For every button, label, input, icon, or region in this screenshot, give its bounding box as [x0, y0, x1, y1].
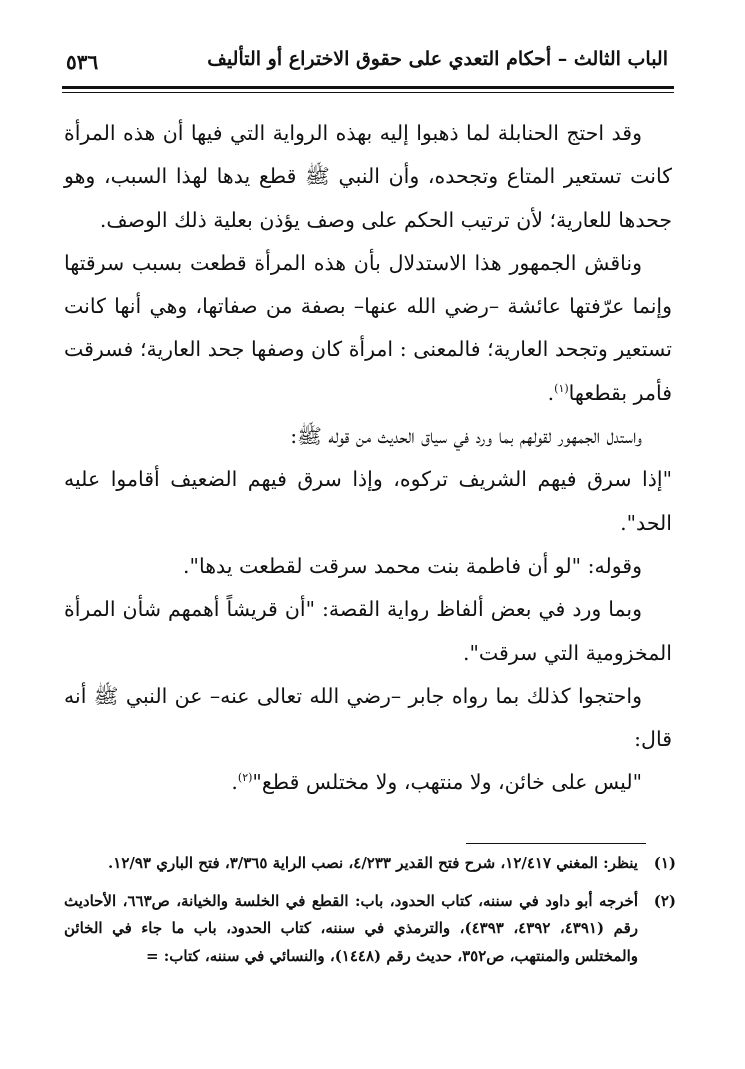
footnotes [64, 850, 676, 980]
paragraph-majority-evidence: واستدل الجمهور لقولهم بما ورد في سياق الحديث من قوله ﷺ: [290, 424, 642, 449]
footnote-separator [466, 843, 646, 844]
running-header [62, 42, 674, 86]
footnote-ref-1: (١) [554, 381, 569, 395]
footnote-number: (١) [653, 854, 676, 872]
header-rule-thin [62, 92, 674, 93]
hadith-quote-sharif: "إذا سرق فيهم الشريف تركوه، وإذا سرق فيهم الضعيف أقاموا عليه الحد". [64, 467, 672, 535]
footnote-text: ينظر: المغني ١٢/٤١٧، شرح فتح القدير ٤/٢٣٣، نصب الراية ٣/٣٦٥، فتح الباري ١٢/٩٣. [108, 854, 638, 872]
hadith-quote-khain: "ليس على خائن، ولا منتهب، ولا مختلس قطع"$^{(٢)}$. [231, 770, 642, 795]
main-text [64, 112, 672, 805]
page-number: ٥٣٦ [66, 50, 99, 74]
footnote-ref-2: (٢) [237, 771, 253, 785]
paragraph-jabir-narration: واحتجوا كذلك بما رواه جابر –رضي الله تعالى عنه– عن النبي ﷺ أنه قال: [64, 683, 672, 752]
footnote-item [64, 850, 676, 878]
hadith-quote-fatima: وقوله: "لو أن فاطمة بنت محمد سرقت لقطعت يدها". [183, 553, 642, 578]
header-rule-thick [62, 86, 674, 89]
footnote-number: (٢) [653, 891, 676, 910]
chapter-title: الباب الثالث – أحكام التعدي على حقوق الاختراع أو التأليف [207, 48, 668, 70]
paragraph-majority-rebuttal: وناقش الجمهور هذا الاستدلال بأن هذه المرأة قطعت بسبب سرقتها وإنما عرّفتها عائشة –رضي الله عنها– بصفة من صفاتها، وهي أنها كانت تستعير وتجحد العارية؛ فالمعنى : امرأة كان وصفها جحد العارية؛ فسرقت فأمر بقطعها$^{(١)}$. [64, 250, 672, 405]
footnote-item [64, 888, 676, 971]
footnote-text: أخرجه أبو داود في سننه، كتاب الحدود، باب: القطع في الخلسة والخيانة، ص٦٦٣، الأحاديث رقم (٤٣٩١، ٤٣٩٢، ٤٣٩٣)، والترمذي في سننه، كتاب الحدود، باب ما جاء في الخائن والمختلس والمنتهب، ص٣٥٢، حديث رقم (١٤٤٨)، والنسائي في سننه، كتاب: = [64, 891, 639, 965]
paragraph-hanbali-argument: وقد احتج الحنابلة لما ذهبوا إليه بهذه الرواية التي فيها أن هذه المرأة كانت تستعير المتاع وتجحده، وأن النبي ﷺ قطع يدها لهذا السبب، وهو جحدها للعارية؛ لأن ترتيب الحكم على وصف يؤذن بعلية ذلك الوصف. [64, 121, 672, 232]
paragraph-quraysh-narration: وبما ورد في بعض ألفاظ رواية القصة: "أن قريشاً أهمهم شأن المرأة المخزومية التي سرقت". [64, 597, 672, 665]
